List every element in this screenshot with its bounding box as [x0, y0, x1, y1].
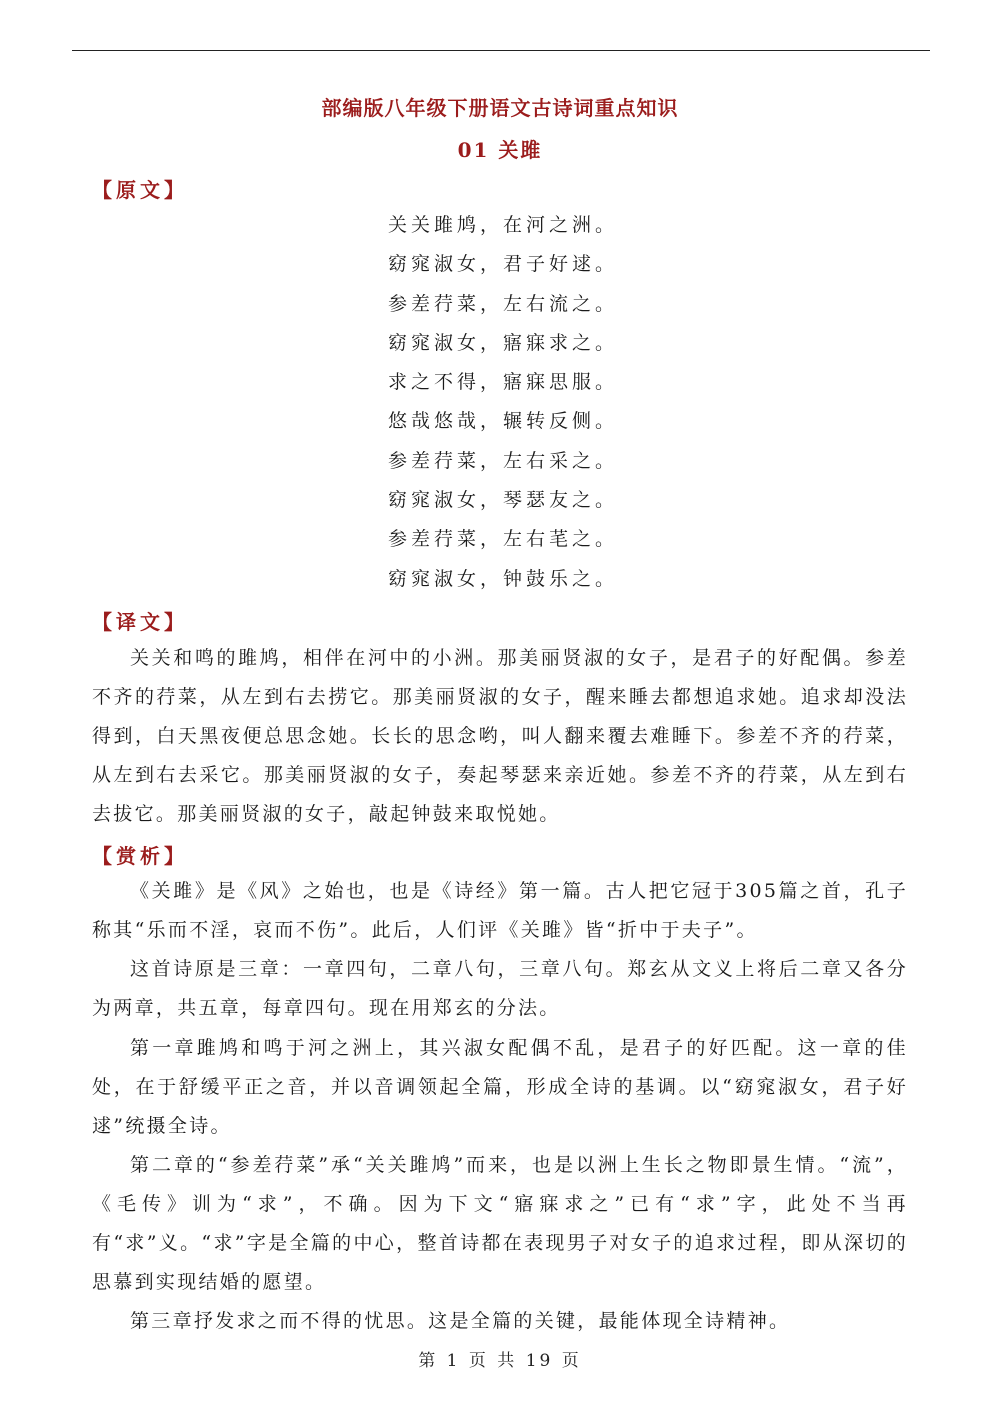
poem-line: 窈窕淑女，钟鼓乐之。	[388, 567, 619, 590]
page-number: 第 1 页 共 19 页	[418, 1351, 582, 1371]
poem-line: 窈窕淑女，君子好逑。	[388, 253, 619, 276]
appreciation-paragraph: 第三章抒发求之而不得的忧思。这是全篇的关键，最能体现全诗精神。	[130, 1310, 791, 1332]
poem-line: 参差荇菜，左右流之。	[388, 292, 619, 315]
poem-text	[388, 209, 618, 602]
header-rule	[72, 50, 930, 51]
appreciation-paragraph: 第一章雎鸠和鸣于河之洲上，其兴淑女配偶不乱，是君子的好匹配。这一章的佳处，在于舒缓平正之音，并以音调领起全篇，形成全诗的基调。以“窈窕淑女，君子好逑”统摄全诗。	[92, 1037, 908, 1137]
poem-line: 悠哉悠哉，辗转反侧。	[388, 410, 619, 433]
appreciation-paragraph: 这首诗原是三章：一章四句，二章八句，三章八句。郑玄从文义上将后二章又各分为两章，共五章，每章四句。现在用郑玄的分法。	[92, 958, 908, 1019]
section-heading-appreciation: 【赏析】	[92, 844, 188, 868]
poem-line: 参差荇菜，左右芼之。	[388, 528, 619, 551]
translation-paragraph: 关关和鸣的雎鸠，相伴在河中的小洲。那美丽贤淑的女子，是君子的好配偶。参差不齐的荇菜，从左到右去捞它。那美丽贤淑的女子，醒来睡去都想追求她。追求却没法得到，白天黑夜便总思念她。长长的思念哟，叫人翻来覆去难睡下。参差不齐的荇菜，从左到右去采它。那美丽贤淑的女子，奏起琴瑟来亲近她。参差不齐的荇菜，从左到右去拔它。那美丽贤淑的女子，敲起钟鼓来取悦她。	[92, 647, 908, 825]
poem-title: 01 关雎	[457, 138, 543, 162]
poem-line: 参差荇菜，左右采之。	[388, 449, 619, 472]
section-heading-original: 【原文】	[92, 178, 188, 202]
poem-line: 关关雎鸠，在河之洲。	[388, 214, 619, 236]
document-title: 部编版八年级下册语文古诗词重点知识	[321, 96, 679, 120]
appreciation-paragraph: 《关雎》是《风》之始也，也是《诗经》第一篇。古人把它冠于305篇之首，孔子称其“乐而不淫，哀而不伤”。此后，人们评《关雎》皆“折中于夫子”。	[92, 880, 908, 941]
poem-line: 窈窕淑女，寤寐求之。	[388, 331, 619, 354]
appreciation-paragraph: 第二章的“参差荇菜”承“关关雎鸠”而来，也是以洲上生长之物即景生情。“流”，《毛传》训为“求”，不确。因为下文“寤寐求之”已有“求”字，此处不当再有“求”义。“求”字是全篇的中心，整首诗都在表现男子对女子的追求过程，即从深切的思慕到实现结婚的愿望。	[92, 1154, 908, 1293]
poem-line: 窈窕淑女，琴瑟友之。	[388, 489, 619, 512]
poem-line: 求之不得，寤寐思服。	[388, 371, 619, 394]
section-heading-translation: 【译文】	[92, 610, 188, 634]
